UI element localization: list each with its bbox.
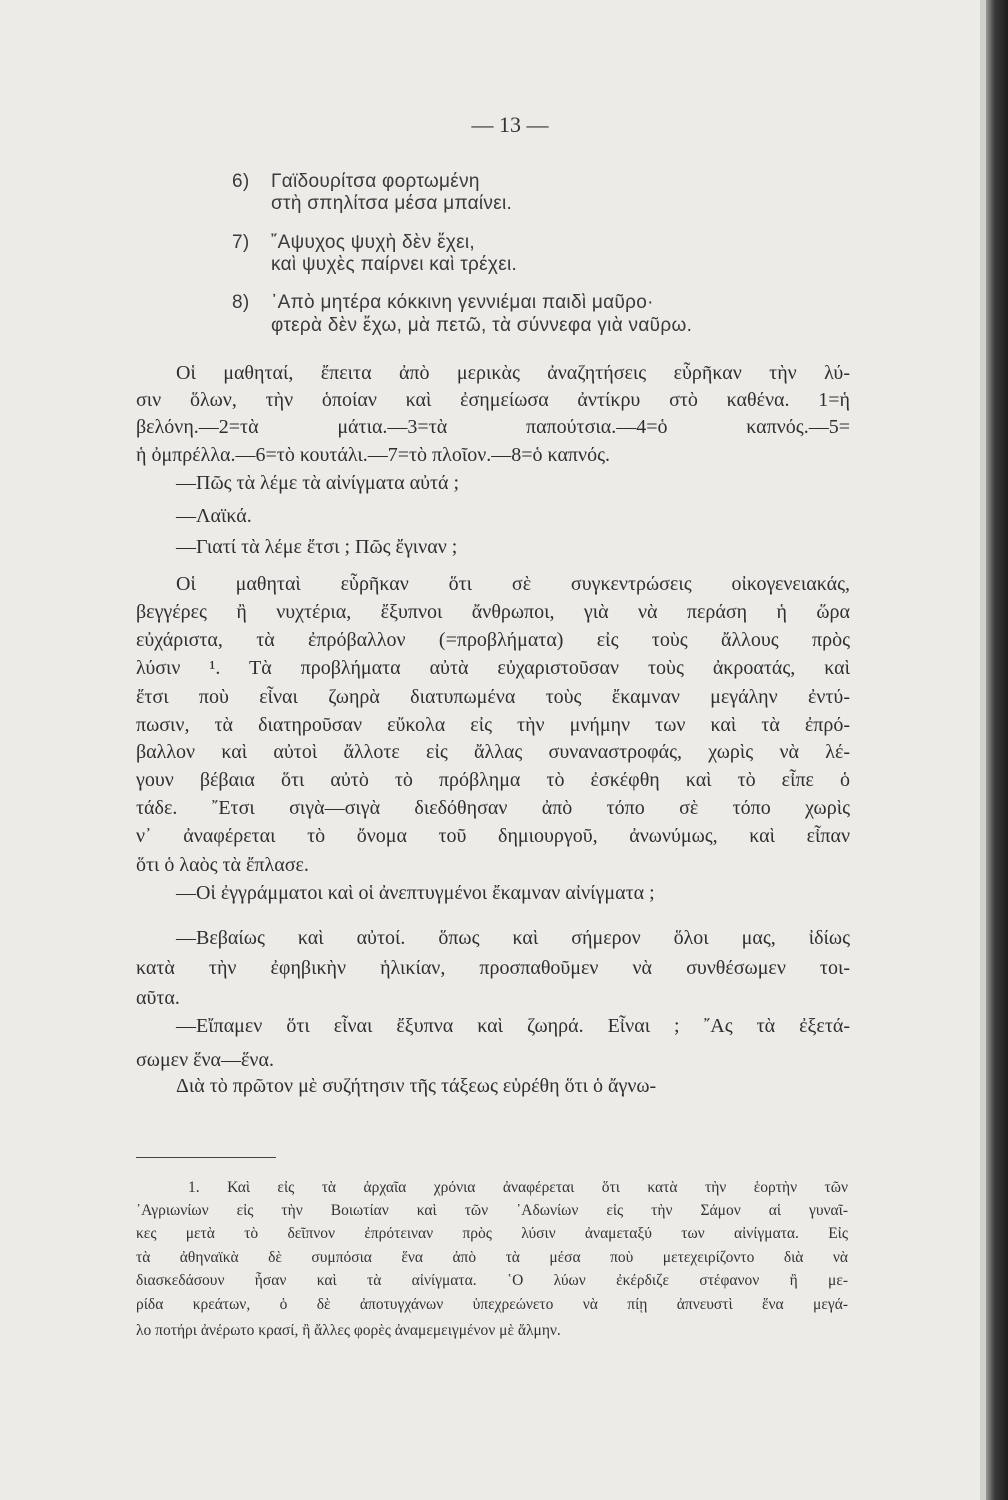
footnote-line: 1. Καὶ εἰς τὰ ἀρχαῖα χρόνια ἀναφέρεται ὅτι κατὰ τὴν ἑορτὴν τῶν [188,1179,848,1196]
text-line: βεγγέρες ἢ νυχτέρια, ἔξυπνοι ἄνθρωποι, γιὰ νὰ περάση ἡ ὥρα [136,601,850,623]
footnote-line: τὰ ἀθηναϊκὰ δὲ συμπόσια ἕνα ἀπὸ τὰ μέσα ποὺ μετεχειρίζοντο διὰ νὰ [136,1249,848,1266]
text-line: πωσιν, τὰ διατηροῦσαν εὔκολα εἰς τὴν μνήμην των καὶ τὰ ἐπρό- [136,714,850,736]
footnote-line: κες μετὰ τὸ δεῖπνον ἐπρότειναν πρὸς λύσιν ἀναμεταξύ των αἰνίγματα. Εἰς [136,1225,848,1242]
riddle-line: Γαϊδουρίτσα φορτωμένη [271,171,480,192]
page-number: — 13 — [471,112,549,137]
riddle-line: ᾿Απὸ μητέρα κόκκινη γεννιέμαι παιδὶ μαῦρο· [271,292,654,313]
footnote-divider [136,1157,276,1158]
text-line: βαλλον καὶ αὐτοὶ ἄλλοτε εἰς ἄλλας συναναστροφάς, χωρὶς νὰ λέ- [136,741,850,763]
text-line: —Πῶς τὰ λέμε τὰ αἰνίγματα αὐτά ; [176,472,460,494]
text-line: —Βεβαίως καὶ αὐτοί. ὅπως καὶ σήμερον ὅλοι μας, ἰδίως [176,927,850,949]
text-line: Οἱ μαθηταὶ εὗρῆκαν ὅτι σὲ συγκεντρώσεις οἰκογενειακάς, [176,573,850,595]
text-line: αῦτα. [136,987,180,1009]
text-line: ἔτσι ποὺ εἶναι ζωηρὰ διατυπωμένα τοὺς ἔκαμναν μεγάλην ἐντύ- [136,686,850,708]
footnote-line: λο ποτήρι ἀνέρωτο κρασί, ἢ ἄλλες φορὲς ἀναμεμειγμένον μὲ ἅλμην. [136,1322,561,1339]
book-spine-edge [986,0,1008,1500]
text-line: λύσιν ¹. Τὰ προβλήματα αὐτὰ εὐχαριστοῦσαν τοὺς ἀκροατάς, καὶ [136,657,850,679]
text-line: εὐχάριστα, τὰ ἐπρόβαλλον (=προβλήματα) εἰς τοὺς ἄλλους πρὸς [136,629,850,651]
riddle-number: 7) [232,232,250,253]
text-line: γουν βέβαια ὅτι αὐτὸ τὸ πρόβλημα τὸ ἐσκέφθη καὶ τὸ εἶπε ὁ [136,769,850,791]
text-line: βελόνη.—2=τὰ μάτια.—3=τὰ παπούτσια.—4=ὁ καπνός.—5= [136,416,850,438]
footnote-line: ρίδα κρεάτων, ὁ δὲ ἀποτυγχάνων ὑπεχρεώνετο νὰ πίῃ ἀπνευστὶ ἕνα μεγά- [136,1296,848,1313]
riddle-line: καὶ ψυχὲς παίρνει καὶ τρέχει. [271,254,518,275]
footnote-line: διασκεδάσουν ἦσαν καὶ τὰ αἰνίγματα. ῾Ο λύων ἐκέρδιζε στέφανον ἢ με- [136,1272,848,1289]
text-line: Διὰ τὸ πρῶτον μὲ συζήτησιν τῆς τάξεως εὑρέθη ὅτι ὁ ἄγνω- [176,1075,657,1097]
riddle-line: φτερὰ δὲν ἔχω, μὰ πετῶ, τὰ σύννεφα γιὰ ναῦρω. [271,315,693,336]
riddle-line: στὴ σπηλίτσα μέσα μπαίνει. [271,193,513,214]
text-line: ὅτι ὁ λαὸς τὰ ἔπλασε. [136,854,309,876]
footnote-line: ᾿Αγριωνίων εἰς τὴν Βοιωτίαν καὶ τῶν ᾿Αδωνίων εἰς τὴν Σάμον αἱ γυναῖ- [136,1202,848,1219]
text-line: —Οἱ ἐγγράμματοι καὶ οἱ ἀνεπτυγμένοι ἔκαμναν αἰνίγματα ; [176,882,655,904]
riddle-number: 8) [232,292,250,313]
riddle-number: 6) [232,171,250,192]
text-line: κατὰ τὴν ἐφηβικὴν ἡλικίαν, προσπαθοῦμεν νὰ συνθέσωμεν τοι- [136,957,850,979]
text-line: σιν ὅλων, τὴν ὁποίαν καὶ ἐσημείωσα ἀντίκρυ στὸ καθένα. 1=ἡ [136,389,850,411]
text-line: —Λαϊκά. [176,505,252,527]
text-line: ἡ ὀμπρέλλα.—6=τὸ κουτάλι.—7=τὸ πλοῖον.—8=ὁ καπνός. [136,444,610,466]
text-line: σωμεν ἕνα—ἕνα. [136,1049,274,1071]
text-line: Οἱ μαθηταί, ἔπειτα ἀπὸ μερικὰς ἀναζητήσεις εὗρῆκαν τὴν λύ- [176,362,850,384]
text-line: —Γιατί τὰ λέμε ἔτσι ; Πῶς ἔγιναν ; [176,536,458,558]
text-line: τάδε. ῎Ετσι σιγὰ—σιγὰ διεδόθησαν ἀπὸ τόπο σὲ τόπο χωρὶς [136,797,850,819]
riddle-line: ῎Αψυχος ψυχὴ δὲν ἔχει, [271,232,475,253]
text-line: —Εἴπαμεν ὅτι εἶναι ἔξυπνα καὶ ζωηρά. Εἶναι ; ῎Ας τὰ ἐξετά- [176,1015,850,1037]
text-line: ν᾿ ἀναφέρεται τὸ ὄνομα τοῦ δημιουργοῦ, ἀνωνύμως, καὶ εἶπαν [136,825,850,847]
